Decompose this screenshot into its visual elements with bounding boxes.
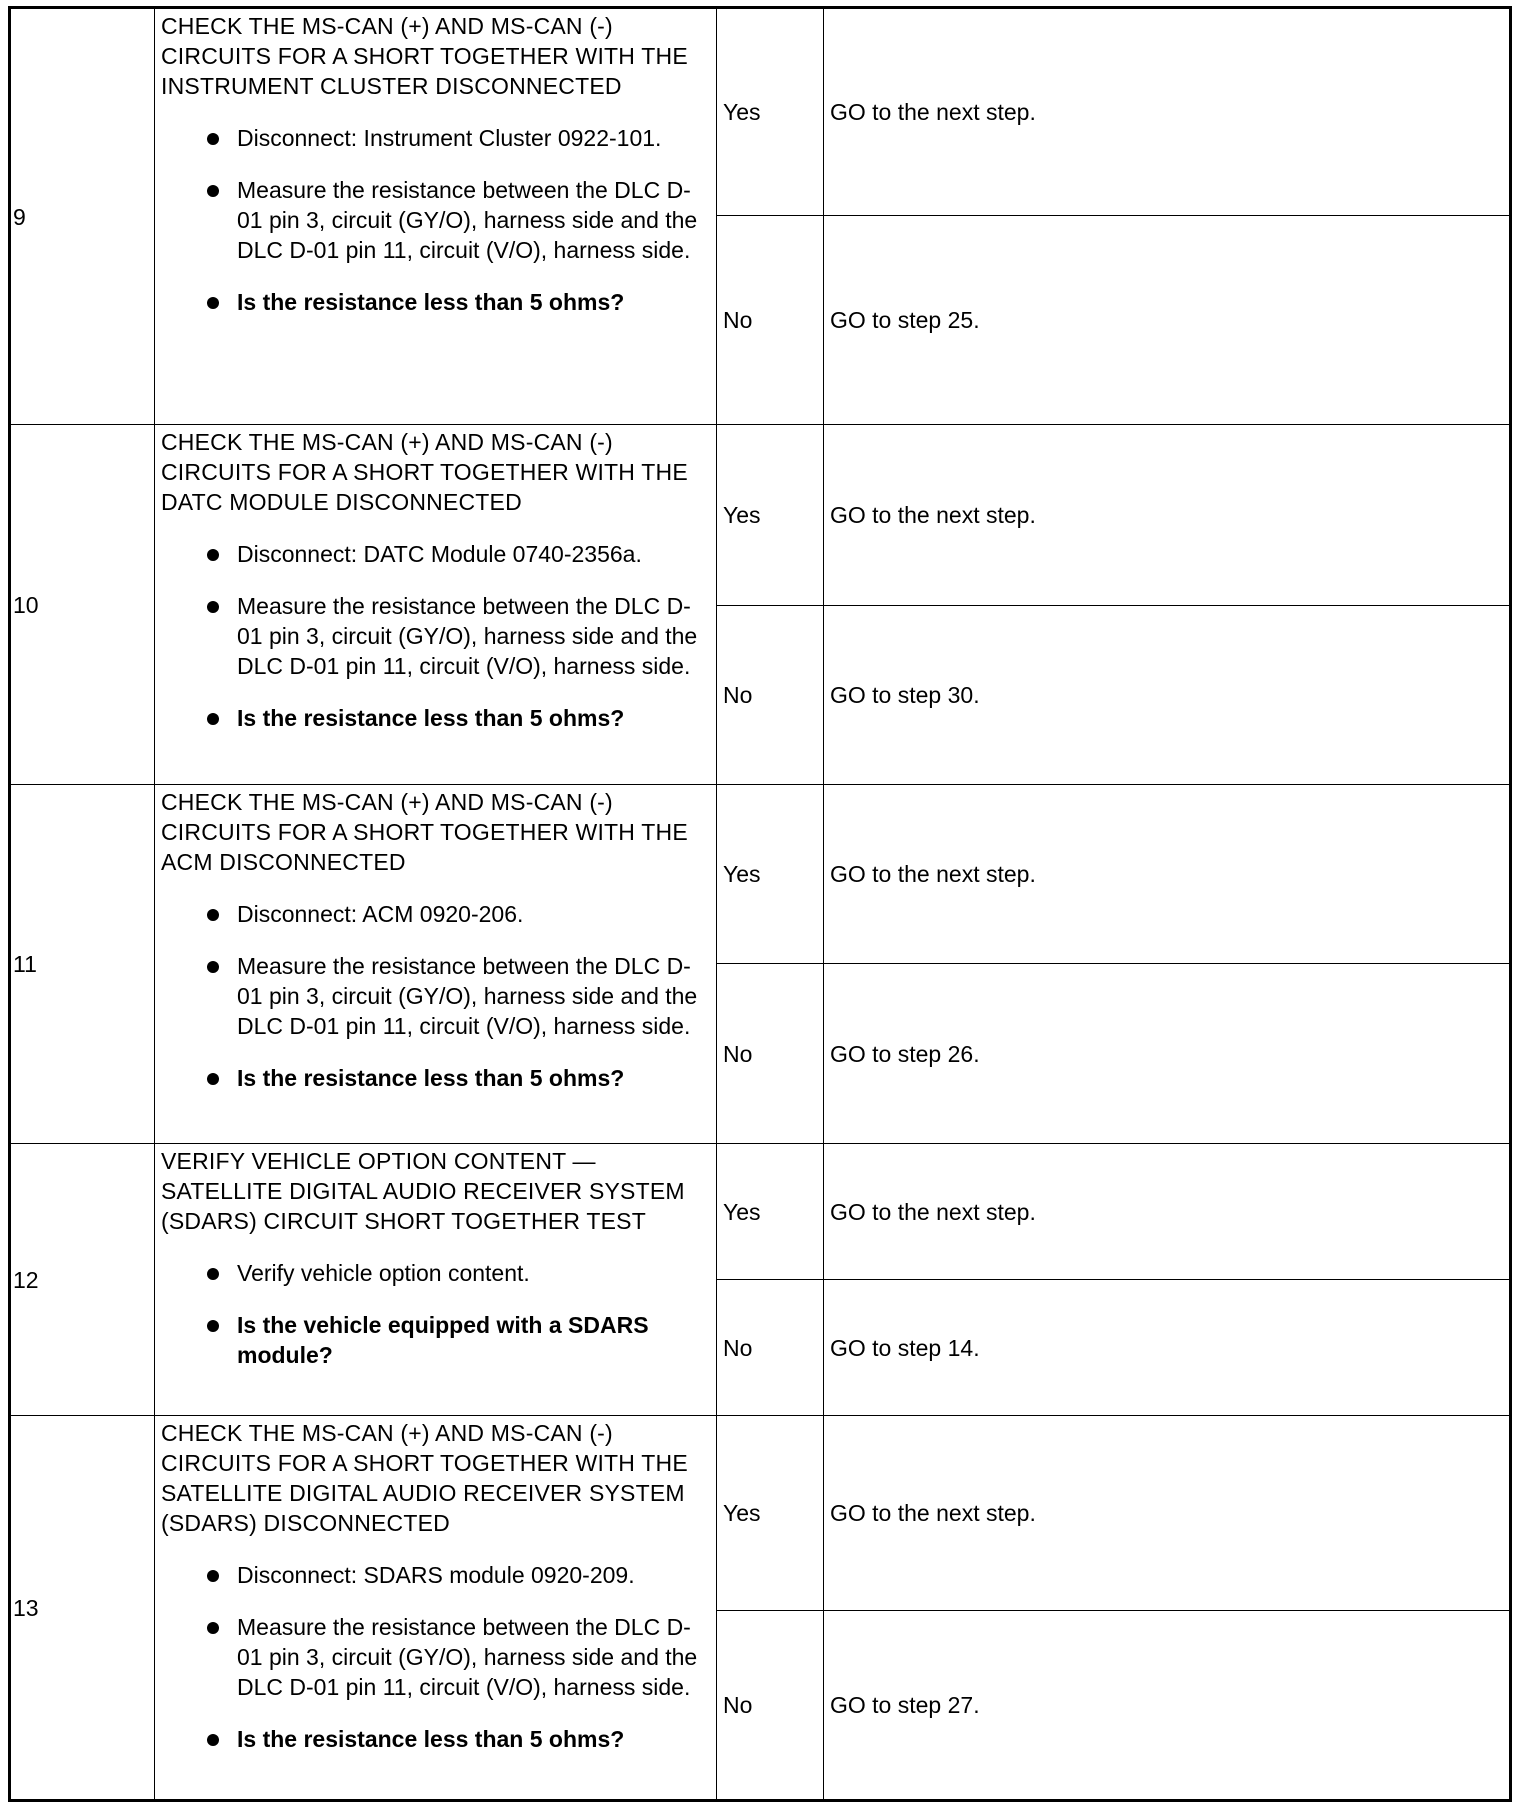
answer-yes: Yes <box>717 785 824 964</box>
step-content <box>155 1144 717 1416</box>
action-no: GO to step 27. <box>824 1611 1511 1801</box>
action-no: GO to step 26. <box>824 964 1511 1144</box>
bullet-item: Disconnect: SDARS module 0920-209. <box>161 1560 708 1590</box>
step-content <box>155 785 717 1144</box>
answer-no: No <box>717 964 824 1144</box>
step-title: CHECK THE MS-CAN (+) AND MS-CAN (-) CIRCUITS FOR A SHORT TOGETHER WITH THE INSTRUMENT CLUSTER DISCONNECTED <box>161 13 688 99</box>
step-title: CHECK THE MS-CAN (+) AND MS-CAN (-) CIRCUITS FOR A SHORT TOGETHER WITH THE DATC MODULE DISCONNECTED <box>161 429 688 515</box>
step-question: Is the vehicle equipped with a SDARS module? <box>161 1310 708 1370</box>
step-title: CHECK THE MS-CAN (+) AND MS-CAN (-) CIRCUITS FOR A SHORT TOGETHER WITH THE SATELLITE DIGITAL AUDIO RECEIVER SYSTEM (SDARS) DISCONNECTED <box>161 1420 688 1536</box>
bullet-item: Measure the resistance between the DLC D-01 pin 3, circuit (GY/O), harness side and the DLC D-01 pin 11, circuit (V/O), harness side. <box>161 951 708 1041</box>
bullet-item: Measure the resistance between the DLC D-01 pin 3, circuit (GY/O), harness side and the DLC D-01 pin 11, circuit (V/O), harness side. <box>161 1612 708 1702</box>
action-no: GO to step 30. <box>824 606 1511 785</box>
action-yes: GO to the next step. <box>824 1144 1511 1280</box>
step-question: Is the resistance less than 5 ohms? <box>161 703 708 733</box>
bullet-item: Verify vehicle option content. <box>161 1258 708 1288</box>
step-number: 10 <box>10 425 155 785</box>
bullet-item: Disconnect: ACM 0920-206. <box>161 899 708 929</box>
action-yes: GO to the next step. <box>824 8 1511 216</box>
bullet-item: Disconnect: DATC Module 0740-2356a. <box>161 539 708 569</box>
step-title: VERIFY VEHICLE OPTION CONTENT — SATELLITE DIGITAL AUDIO RECEIVER SYSTEM (SDARS) CIRCUIT SHORT TOGETHER TEST <box>161 1148 685 1234</box>
answer-no: No <box>717 1280 824 1416</box>
step-question: Is the resistance less than 5 ohms? <box>161 1063 708 1093</box>
action-yes: GO to the next step. <box>824 425 1511 606</box>
step-bullets <box>161 1560 708 1754</box>
bullet-item: Disconnect: Instrument Cluster 0922-101. <box>161 123 708 153</box>
answer-yes: Yes <box>717 8 824 216</box>
step-number: 12 <box>10 1144 155 1416</box>
answer-no: No <box>717 606 824 785</box>
step-question: Is the resistance less than 5 ohms? <box>161 1724 708 1754</box>
answer-no: No <box>717 216 824 425</box>
diagnostic-step-table <box>8 6 1512 1802</box>
step-title: CHECK THE MS-CAN (+) AND MS-CAN (-) CIRCUITS FOR A SHORT TOGETHER WITH THE ACM DISCONNECTED <box>161 789 688 875</box>
step-bullets <box>161 123 708 317</box>
action-no: GO to step 25. <box>824 216 1511 425</box>
step-number: 9 <box>10 8 155 425</box>
step-bullets <box>161 539 708 733</box>
action-yes: GO to the next step. <box>824 1416 1511 1611</box>
step-number: 11 <box>10 785 155 1144</box>
answer-no: No <box>717 1611 824 1801</box>
bullet-item: Measure the resistance between the DLC D-01 pin 3, circuit (GY/O), harness side and the DLC D-01 pin 11, circuit (V/O), harness side. <box>161 591 708 681</box>
step-row-yes <box>10 8 1511 216</box>
step-content <box>155 8 717 425</box>
answer-yes: Yes <box>717 1144 824 1280</box>
step-row-yes <box>10 785 1511 964</box>
step-row-yes <box>10 1144 1511 1280</box>
step-content <box>155 425 717 785</box>
answer-yes: Yes <box>717 425 824 606</box>
action-no: GO to step 14. <box>824 1280 1511 1416</box>
step-number: 13 <box>10 1416 155 1801</box>
step-question: Is the resistance less than 5 ohms? <box>161 287 708 317</box>
step-bullets <box>161 1258 708 1370</box>
step-row-yes <box>10 425 1511 606</box>
step-bullets <box>161 899 708 1093</box>
action-yes: GO to the next step. <box>824 785 1511 964</box>
step-content <box>155 1416 717 1801</box>
bullet-item: Measure the resistance between the DLC D-01 pin 3, circuit (GY/O), harness side and the DLC D-01 pin 11, circuit (V/O), harness side. <box>161 175 708 265</box>
step-row-yes <box>10 1416 1511 1611</box>
answer-yes: Yes <box>717 1416 824 1611</box>
